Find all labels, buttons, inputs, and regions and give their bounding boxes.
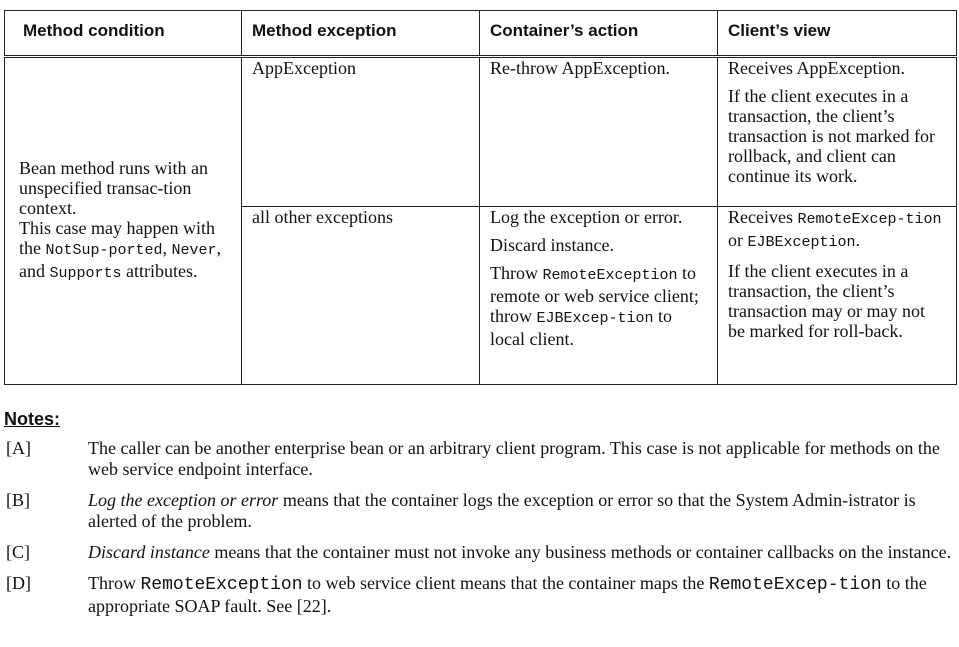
note-emphasis: Log the exception or error — [88, 490, 279, 510]
client-view-cell — [718, 207, 957, 385]
note-text — [88, 573, 956, 617]
code-remoteexception: RemoteExcep-tion — [708, 575, 882, 595]
code-remoteexception: RemoteExcep-tion — [797, 211, 942, 228]
client-view-text: If the client executes in a transaction, the client’s transaction is not marked for rollback, and client can continue its work. — [728, 86, 935, 186]
note-tag: [A] — [6, 438, 31, 458]
code-ejbexception: EJBException — [747, 234, 856, 251]
note-text — [88, 490, 956, 532]
table-row — [5, 57, 957, 207]
header-method-condition: Method condition — [5, 11, 242, 57]
header-container-action: Container’s action — [480, 11, 718, 57]
condition-sep: , — [162, 238, 172, 258]
code-supports: Supports — [49, 265, 122, 282]
method-condition-cell — [5, 57, 242, 385]
text-fragment: to the appropriate SOAP fault. See [22]. — [88, 573, 927, 616]
action-cell: Re-throw AppException. — [480, 57, 718, 207]
text-fragment: to web service client means that the container maps the — [302, 573, 709, 593]
note-item — [4, 542, 956, 563]
client-view-text — [728, 207, 946, 253]
code-never: Never — [171, 242, 217, 259]
table-header-row — [5, 11, 957, 57]
condition-sep: , and — [19, 238, 222, 281]
client-view-cell — [718, 57, 957, 207]
text-fragment: means that the container logs the exception or error so that the System Admin-istrator is alerted of the problem. — [88, 490, 916, 531]
note-item — [4, 573, 956, 617]
code-remoteexception: RemoteException — [140, 575, 303, 595]
text-fragment: means that the container must not invoke any business methods or container callbacks on the instance. — [209, 542, 952, 562]
notes-section — [4, 408, 956, 627]
note-text — [88, 542, 956, 563]
text-fragment: Throw — [490, 263, 543, 283]
action-text: Log the exception or error. — [490, 207, 683, 227]
text-fragment: Throw — [88, 573, 141, 593]
action-text — [490, 263, 707, 349]
note-item — [4, 490, 956, 532]
note-emphasis: Discard instance — [88, 542, 210, 562]
condition-text: Bean method runs with an unspecified transac-tion context. — [19, 158, 208, 218]
action-cell — [480, 207, 718, 385]
code-notsupported: NotSup-ported — [45, 242, 163, 259]
note-tag: [C] — [6, 542, 30, 562]
text-fragment: to local client. — [490, 306, 673, 349]
condition-note-prefix: This case may happen with the — [19, 218, 215, 258]
header-client-view: Client’s view — [718, 11, 957, 57]
text-fragment: to remote or web service client; throw — [490, 263, 699, 326]
exception-cell: AppException — [242, 57, 480, 207]
text-fragment: or — [728, 230, 748, 250]
exception-table — [4, 10, 957, 385]
note-tag: [D] — [6, 573, 31, 593]
note-item — [4, 438, 956, 480]
action-text: Discard instance. — [490, 235, 614, 255]
client-view-text: Receives AppException. — [728, 58, 905, 78]
text-fragment: Receives — [728, 207, 798, 227]
code-ejbexception: EJBExcep-tion — [536, 310, 654, 327]
text-fragment: . — [855, 230, 861, 250]
note-text: The caller can be another enterprise bean or an arbitrary client program. This case is not applicable for methods on the web service endpoint interface. — [88, 438, 940, 479]
notes-title: Notes: — [4, 409, 61, 429]
header-method-exception: Method exception — [242, 11, 480, 57]
exception-cell: all other exceptions — [242, 207, 480, 385]
code-remoteexception: RemoteException — [542, 267, 678, 284]
note-tag: [B] — [6, 490, 30, 510]
condition-note-suffix: attributes. — [121, 261, 198, 281]
client-view-text: If the client executes in a transaction, the client’s transaction may or may not be marked for roll-back. — [728, 261, 925, 341]
